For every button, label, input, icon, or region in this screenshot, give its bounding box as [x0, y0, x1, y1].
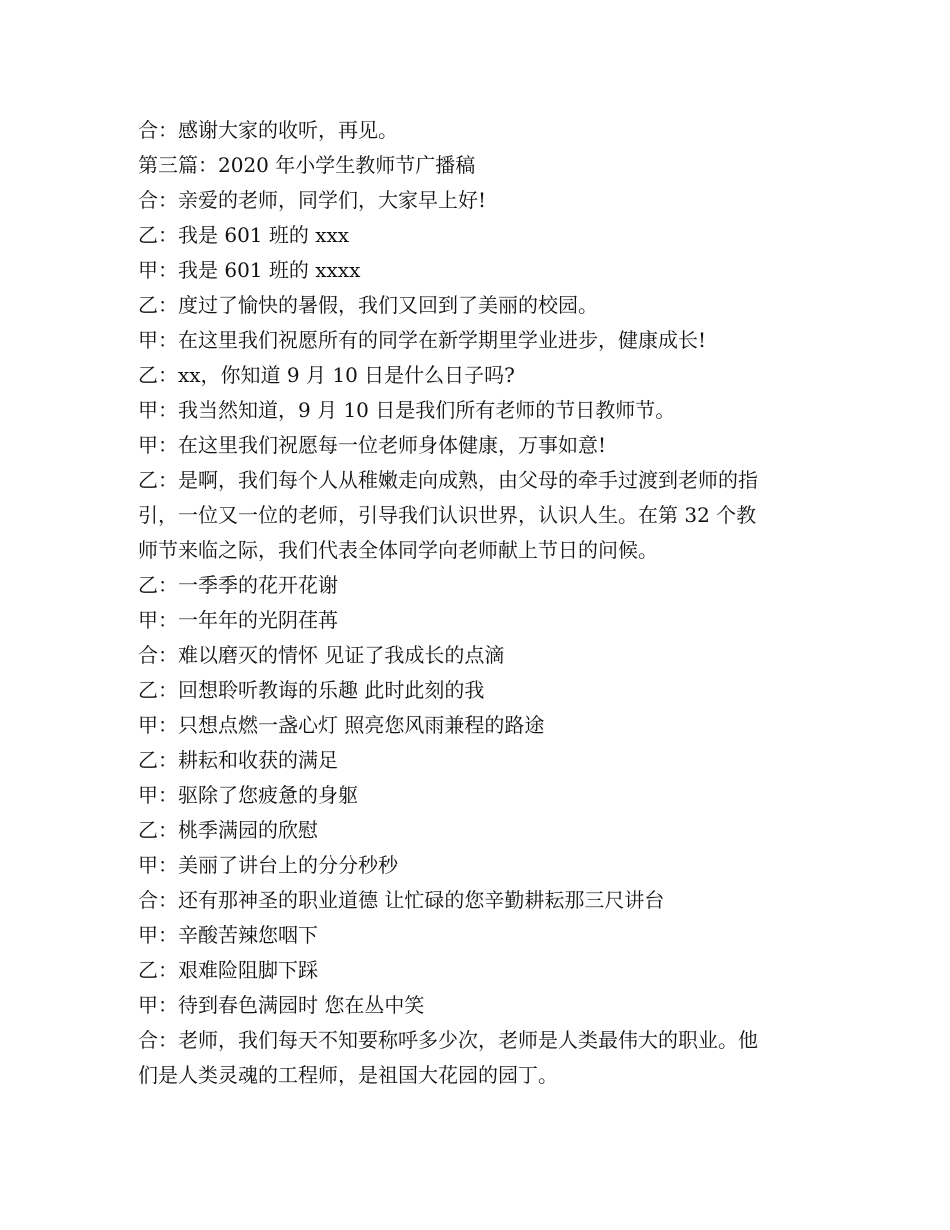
text-line: 合：难以磨灭的情怀 见证了我成长的点滴 — [138, 643, 505, 667]
text-line: 乙：一季季的花开花谢 — [138, 573, 338, 597]
text-line: 甲：只想点燃一盏心灯 照亮您风雨兼程的路途 — [138, 713, 545, 737]
text-line: 合：感谢大家的收听，再见。 — [138, 118, 398, 142]
text-line: 师节来临之际，我们代表全体同学向老师献上节日的问候。 — [138, 538, 658, 562]
text-line: 乙：是啊，我们每个人从稚嫩走向成熟，由父母的牵手过渡到老师的指 — [138, 468, 758, 492]
document-page — [138, 113, 818, 1093]
text-line: 合：还有那神圣的职业道德 让忙碌的您辛勤耕耘那三尺讲台 — [138, 888, 665, 912]
text-line: 乙：桃季满园的欣慰 — [138, 818, 318, 842]
text-line: 合：老师，我们每天不知要称呼多少次，老师是人类最伟大的职业。他 — [138, 1028, 758, 1052]
text-line: 引，一位又一位的老师，引导我们认识世界，认识人生。在第 32 个教 — [138, 503, 757, 527]
text-line: 甲：驱除了您疲惫的身躯 — [138, 783, 358, 807]
text-line: 甲：在这里我们祝愿所有的同学在新学期里学业进步，健康成长! — [138, 328, 707, 352]
text-line: 乙：耕耘和收获的满足 — [138, 748, 338, 772]
text-line: 甲：一年年的光阴荏苒 — [138, 608, 338, 632]
text-line: 乙：度过了愉快的暑假，我们又回到了美丽的校园。 — [138, 293, 598, 317]
text-line: 乙：回想聆听教诲的乐趣 此时此刻的我 — [138, 678, 485, 702]
text-line: 甲：待到春色满园时 您在丛中笑 — [138, 993, 425, 1017]
text-line: 乙：我是 601 班的 xxx — [138, 223, 350, 247]
text-line: 合：亲爱的老师，同学们，大家早上好! — [138, 188, 487, 212]
text-line: 甲：在这里我们祝愿每一位老师身体健康，万事如意! — [138, 433, 607, 457]
section-title: 第三篇：2020 年小学生教师节广播稿 — [138, 153, 476, 177]
text-line: 乙：xx，你知道 9 月 10 日是什么日子吗? — [138, 363, 515, 387]
text-line: 甲：辛酸苦辣您咽下 — [138, 923, 318, 947]
text-line: 们是人类灵魂的工程师，是祖国大花园的园丁。 — [138, 1063, 558, 1087]
text-line: 甲：美丽了讲台上的分分秒秒 — [138, 853, 398, 877]
text-line: 甲：我是 601 班的 xxxx — [138, 258, 361, 282]
text-line: 甲：我当然知道，9 月 10 日是我们所有老师的节日教师节。 — [138, 398, 676, 422]
text-line: 乙：艰难险阻脚下踩 — [138, 958, 318, 982]
